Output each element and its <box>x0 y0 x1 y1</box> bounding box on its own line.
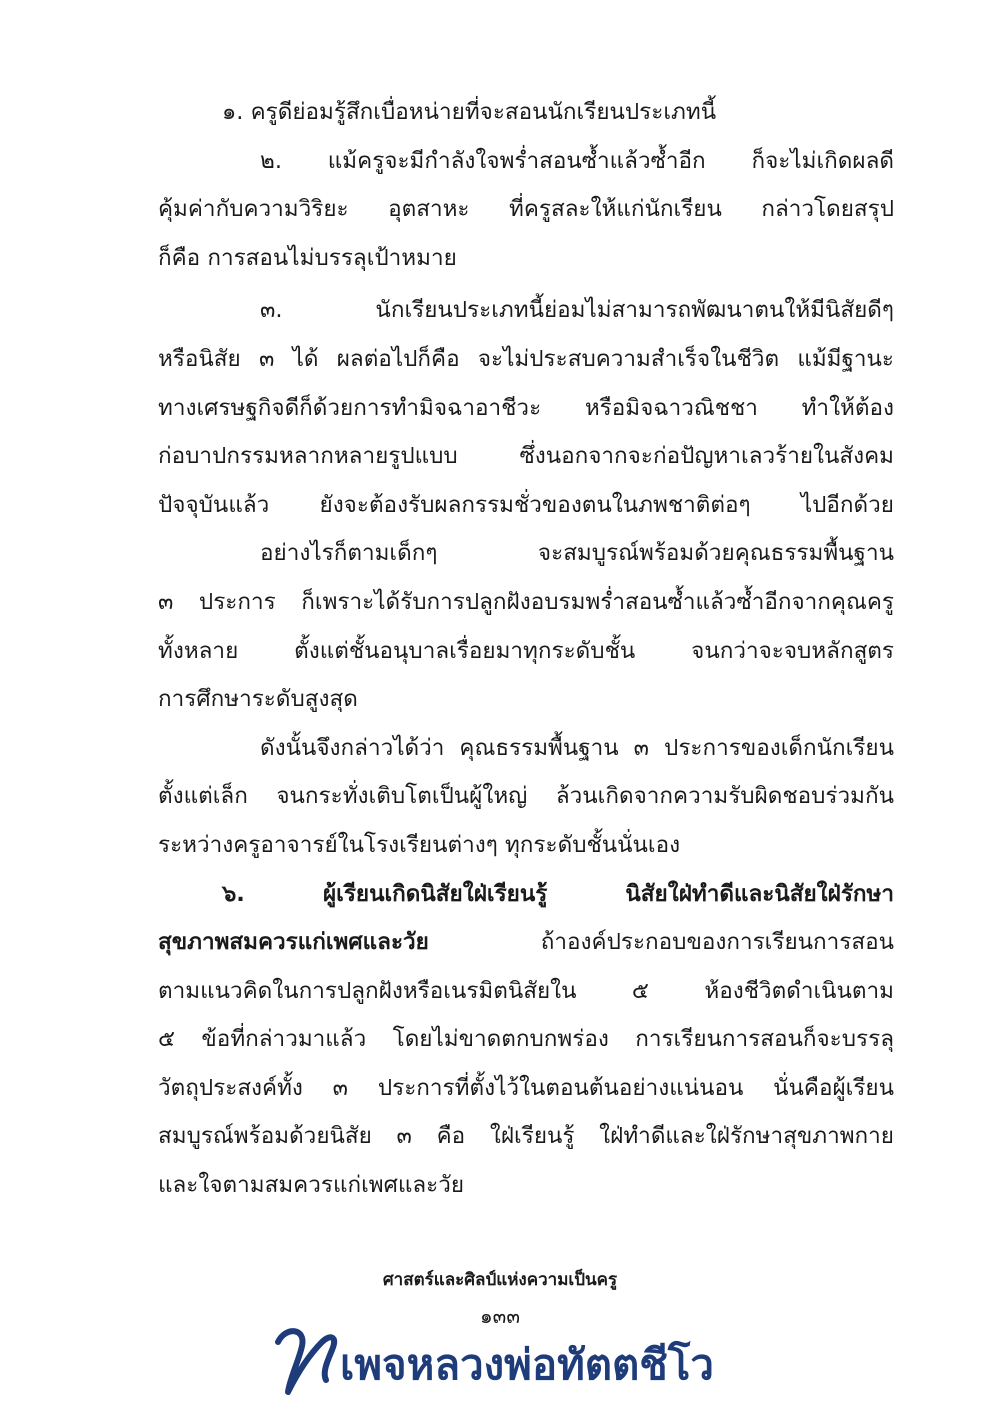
paragraph-line: ก่อบาปกรรมหลากหลายรูปแบบ ซึ่งนอกจากจะก่อปัญหาเลวร้ายในสังคม <box>158 443 894 470</box>
paragraph-text: ถ้าองค์ประกอบของการเรียนการสอน <box>540 929 894 956</box>
paragraph-line: ทางเศรษฐกิจดีก็ด้วยการทำมิจฉาอาชีวะ หรือมิจฉาวณิชชา ทำให้ต้อง <box>158 394 894 421</box>
footer-book-title: ศาสตร์และศิลป์แห่งความเป็นครู <box>382 1270 618 1290</box>
paragraph-line: หรือนิสัย ๓ ได้ ผลต่อไปก็คือ จะไม่ประสบความสำเร็จในชีวิต แม้มีฐานะ <box>158 345 894 372</box>
page-logo <box>272 1320 732 1400</box>
page-number: ๑๓๓ <box>479 1304 521 1328</box>
paragraph-line: ปัจจุบันแล้ว ยังจะต้องรับผลกรรมชั่วของตนในภพชาติต่อๆ ไปอีกด้วย <box>158 491 894 518</box>
paragraph-line: ๕ ข้อที่กล่าวมาแล้ว โดยไม่ขาดตกบกพร่อง การเรียนการสอนก็จะบรรลุ <box>158 1026 894 1053</box>
paragraph-line: ๑. ครูดีย่อมรู้สึกเบื่อหน่ายที่จะสอนนักเรียนประเภทนี้ <box>222 99 717 125</box>
paragraph-line: และใจตามสมควรแก่เพศและวัย <box>158 1172 465 1199</box>
section-heading: ๖. ผู้เรียนเกิดนิสัยใฝ่เรียนรู้ นิสัยใฝ่ทำดีและนิสัยใฝ่รักษา <box>222 880 894 907</box>
paragraph-line: ๓. นักเรียนประเภทนี้ย่อมไม่สามารถพัฒนาตนให้มีนิสัยดีๆ <box>260 297 894 324</box>
section-heading-cont: สุขภาพสมควรแก่เพศและวัย <box>158 929 429 956</box>
paragraph-line: วัตถุประสงค์ทั้ง ๓ ประการที่ตั้งไว้ในตอนต้นอย่างแน่นอน นั่นคือผู้เรียน <box>158 1074 894 1101</box>
paragraph-line: ๒. แม้ครูจะมีกำลังใจพร่ำสอนซ้ำแล้วซ้ำอีก ก็จะไม่เกิดผลดี <box>260 147 894 174</box>
paragraph-line: ดังนั้นจึงกล่าวได้ว่า คุณธรรมพื้นฐาน ๓ ประการของเด็กนักเรียน <box>260 734 894 761</box>
paragraph-line: ตามแนวคิดในการปลูกฝังหรือเนรมิตนิสัยใน ๕ ห้องชีวิตดำเนินตาม <box>158 977 894 1004</box>
paragraph-line: คุ้มค่ากับความวิริยะ อุตสาหะ ที่ครูสละให้แก่นักเรียน กล่าวโดยสรุป <box>158 196 894 223</box>
paragraph-line <box>158 918 894 967</box>
logo-text: เพจหลวงพ่อทัตตชีโว <box>340 1340 714 1389</box>
paragraph-line: สมบูรณ์พร้อมด้วยนิสัย ๓ คือ ใฝ่เรียนรู้ ใฝ่ทำดีและใฝ่รักษาสุขภาพกาย <box>158 1123 894 1150</box>
paragraph-line: ๓ ประการ ก็เพราะได้รับการปลูกฝังอบรมพร่ำสอนซ้ำแล้วซ้ำอีกจากคุณครู <box>158 588 894 615</box>
paragraph-line: ตั้งแต่เล็ก จนกระทั่งเติบโตเป็นผู้ใหญ่ ล้วนเกิดจากความรับผิดชอบร่วมกัน <box>158 783 894 810</box>
body-text <box>158 88 894 1210</box>
paragraph-line: ทั้งหลาย ตั้งแต่ชั้นอนุบาลเรื่อยมาทุกระดับชั้น จนกว่าจะจบหลักสูตร <box>158 637 894 664</box>
paragraph-line: ระหว่างครูอาจารย์ในโรงเรียนต่างๆ ทุกระดับชั้นนั่นเอง <box>158 831 681 858</box>
paragraph-line: ก็คือ การสอนไม่บรรลุเป้าหมาย <box>158 244 457 271</box>
paragraph-line: อย่างไรก็ตามเด็กๆ จะสมบูรณ์พร้อมด้วยคุณธรรมพื้นฐาน <box>260 540 894 567</box>
paragraph-line: การศึกษาระดับสูงสุด <box>158 686 358 713</box>
